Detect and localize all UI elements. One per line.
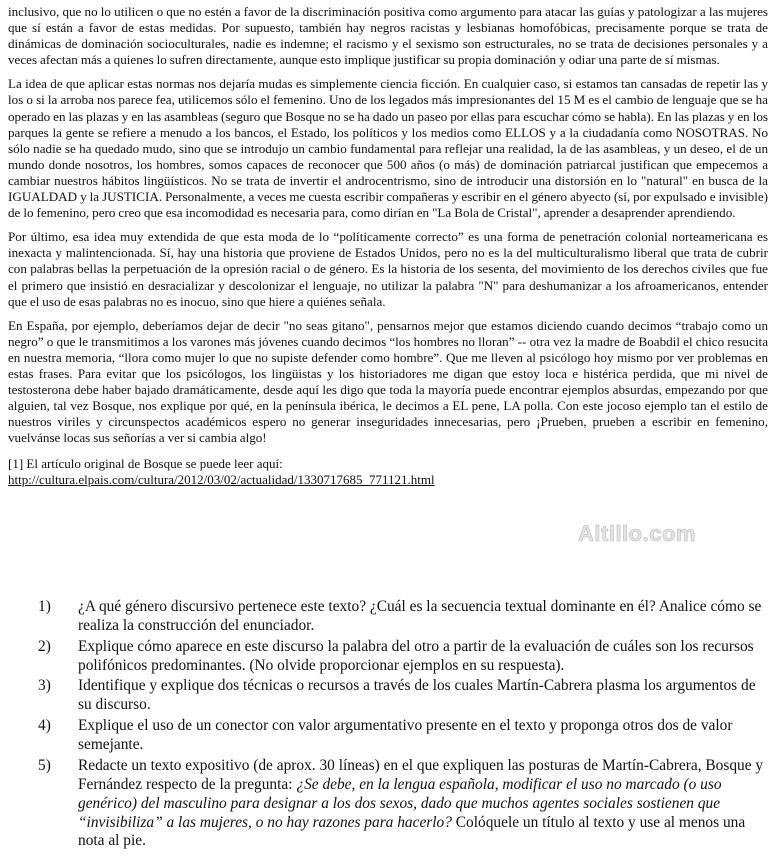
watermark-logo: Altillo.com [578,521,696,546]
question-number: 2) [38,637,51,655]
footnote-link[interactable]: http://cultura.elpais.com/cultura/2012/03/02/actualidad/1330717685_771121.html [8,472,435,488]
footnote-text: [1] El artículo original de Bosque se puede leer aquí: [8,456,283,472]
question-text: ¿A qué género discursivo pertenece este texto? ¿Cuál es la secuencia textual dominante en él? Analice cómo se realiza la construcción del enunciador. [78,598,762,634]
question-number: 4) [38,717,51,735]
question-item [38,757,768,852]
question-text-italic: ¿Se debe, en la lengua española, modificar el uso no marcado (o uso genérico) del masculino para designar a los dos sexos, dado que muchos agentes sociales sostienen que “invisibiliza” a las mujeres, o no hay razones para hacerlo? [78,775,722,831]
question-text: Explique el uso de un conector con valor argumentativo presente en el texto y proponga otros dos de valor semejante. [78,717,733,754]
footnote [8,456,768,488]
question-number: 1) [38,598,51,615]
question-text: Explique cómo aparece en este discurso la palabra del otro a partir de la evaluación de cuáles son los recursos polifónicos predominantes. (No olvide proporcionar ejemplos en su respuesta). [78,637,754,674]
paragraph-1: inclusivo, que no lo utilicen o que no estén a favor de la discriminación positiva como argumento para atacar las guías y patologizar a las mujeres que sí están a favor de estas medidas. Por supuesto, también hay negros racistas y lesbianas homofóbicas, precisamente porque se trata de dinámicas de dominación socioculturales, nadie es indemne; el racismo y el sexismo son estructurales, no se trata de decisiones personales y a veces afectan más a quienes lo sufren directamente, aunque esto implique justificar su propia dominación y odiar una parte de sí mismas. [8,4,768,68]
question-text-before: Redacte un texto expositivo (de aprox. 30 líneas) en el que expliquen las posturas de Martín-Cabrera, Bosque y Fernández respecto de la pregunta: [78,756,764,793]
paragraph-4: En España, por ejemplo, deberíamos dejar de decir "no seas gitano", pensarnos mejor que estamos diciendo cuando decimos “trabajo como un negro” o que le transmitimos a los varones más jóvenes cuando decimos “los hombres no lloran” -- otra vez la madre de Boabdil el chico resucita en nuestra memoria, “llora como mujer lo que no supiste defender como hombre”. Que me lleven al psicólogo hoy mismo por ver problemas en estas frases. Para evitar que los psicólogos, los lingüistas y los historiadores me digan que estoy loca e histérica perdida, que mi nivel de testosterona debe haber bajado dramáticamente, desde aquí les digo que toda la mayoría puede encontrar ejemplos absurdas, empezando por que alguien, tal vez Bosque, nos explique por qué, en la península ibérica, le decimos a EL pene, LA polla. Con este jocoso ejemplo tan el estilo de nuestros viriles y circunspectos académicos espero no generar inseguridades innecesarias, pero ¡Prueben, prueben a escribir en femenino, vuelvánse locas sus señorías a ver si cambia algo! [8,317,768,446]
question-item [38,598,768,636]
question-text: Identifique y explique dos técnicas o recursos a través de los cuales Martín-Cabrera plasma los argumentos de su discurso. [78,677,756,714]
question-number: 3) [38,677,51,695]
paragraph-3: Por último, esa idea muy extendida de que esta moda de lo “políticamente correcto” es una forma de penetración colonial norteamericana es inexacta y malintencionada. Sí, hay una historia que proviene de Estados Unidos, pero no es la del multiculturalismo liberal que trata de cubrir con palabras bellas la perpetuación de la opresión racial o de género. Es la historia de los sesenta, del movimiento de los derechos civiles que fue el primero que insistió en desracializar y descolonizar el lenguaje, no utilizar la palabra "N" para deshumanizar a los afroamericanos, entender que el uso de esas palabras no es inocuo, sino que hiere a quiénes señala. [8,229,768,309]
question-number: 5) [38,756,51,774]
article [8,4,768,488]
question-item [38,677,768,715]
question-item [38,638,768,676]
paragraph-2: La idea de que aplicar estas normas nos dejaría mudas es simplemente ciencia ficción. En cualquier caso, si estamos tan cansadas de repetir las y los o si la arroba nos parece fea, utilicemos sólo el femenino. Uno de los legados más impresionantes del 15 M es el cambio de lenguaje que se ha operado en las plazas y en las asambleas (seguro que Bosque no se ha dado un paseo por ellas para escuchar cómo se habla). En las plazas y en los parques la gente se refiere a menudo a los bancos, el Estado, los políticos y los medios como ELLOS y a la ciudadanía como NOSOTRAS. No sólo nadie se ha quedado mudo, sino que se introdujo un cambio fundamental para reflejar una realidad, la de las asambleas, y un deseo, el de un mundo donde nosotros, los hombres, somos capaces de reconocer que 500 años (o más) de dominación patriarcal justifican que empecemos a cambiar nuestros hábitos lingüísticos. No se trata de invertir el androcentrismo, sino de introducir una distorsión en lo "natural" en busca de la IGUALDAD y la JUSTICIA. Personalmente, a veces me cuesta escribir compañeras y escribir en el género abyecto (sí, por expulsado e invisible) de lo femenino, pero creo que esa incomodidad es necesaria para, como dirían en "La Bola de Cristal", aprender a desaprender aprendiendo. [8,76,768,221]
question-list [38,598,768,853]
question-text [78,757,768,852]
question-item [38,717,768,755]
question-text-after: Colóquele un título al texto y use al menos una nota al pie. [78,813,746,850]
